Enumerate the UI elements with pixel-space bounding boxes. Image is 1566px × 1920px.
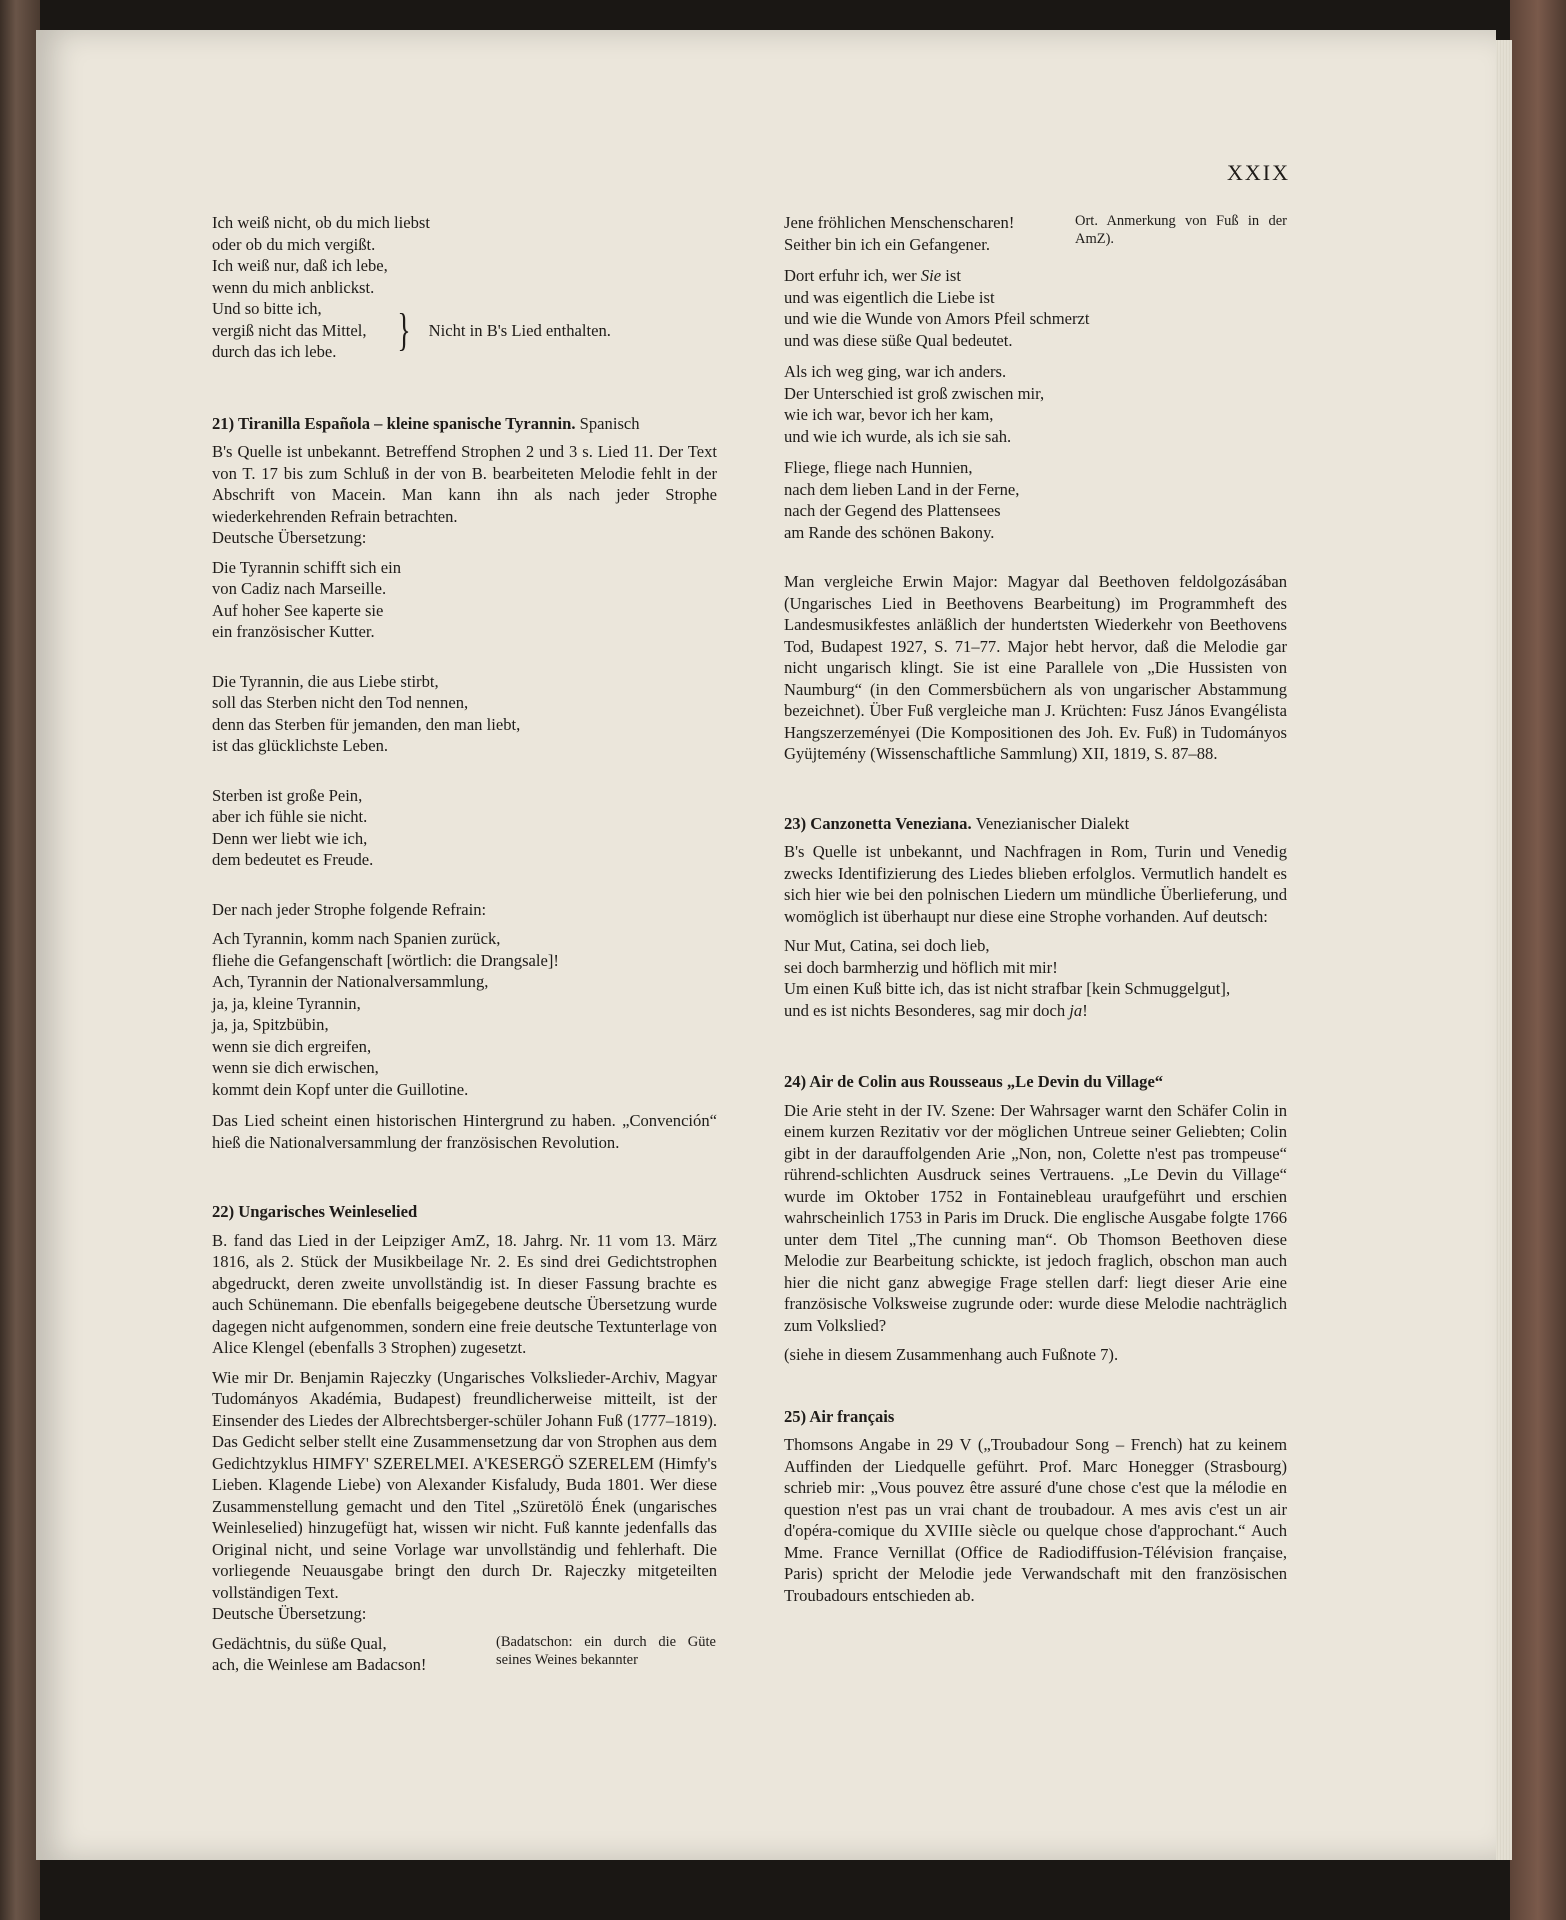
verse-line: ja, ja, kleine Tyrannin, [212, 993, 361, 1013]
verse-line: ach, die Weinlese am Badacson! [212, 1655, 427, 1674]
verse-line: Auf hoher See kaperte sie [212, 600, 384, 620]
verse-line: wenn du mich anblickst. [212, 277, 375, 297]
left-column [212, 212, 717, 1686]
verse-line: und was diese süße Qual bedeutet. [784, 330, 1013, 350]
verse-line: Gedächtnis, du süße Qual, [212, 1633, 387, 1653]
canzonetta-verse [784, 935, 1287, 1021]
poem-brace-group [212, 298, 717, 363]
verse-row-1 [784, 212, 1287, 265]
verse-line: sei doch barmherzig und höflich mit mir! [784, 957, 1058, 977]
section-heading-25: 25) Air français [784, 1406, 895, 1426]
verse-line: Der Unterschied ist groß zwischen mir, [784, 383, 1045, 403]
verse-line: ja, ja, Spitzbübin, [212, 1015, 329, 1034]
paragraph: Wie mir Dr. Benjamin Rajeczky (Ungarisches Volkslieder-Archiv, Magyar Tudományos Akadémia, Budapest) freundlicherweise mitteilt, ist der Einsender des Liedes der Albrechtsberger-schüler Johann Fuß (1777–1819). Das Gedicht selber stellt eine Zusammensetzung dar von Strophen aus dem Gedichtzyklus HIMFY' SZERELMEI. A'KESERGÖ SZERELEM (Himfy's Lieben. Klagende Liebe) von Alexander Kisfaludy, Buda 1801. Wer diese Zusammenstellung gemacht und den Titel „Szüretölö Ének (ungarisches Weinleselied) hinzugefügt hat, wissen wir nicht. Fuß kannte jedenfalls das Original nicht, und seine Vorlage war unvollständig und fehlerhaft. Die vorliegende Neuausgabe bringt den durch Dr. Rajeczky mitgeteilten vollständigen Text. [212, 1367, 717, 1602]
paragraph: B's Quelle ist unbekannt. Betreffend Strophen 2 und 3 s. Lied 11. Der Text von T. 17 bis zum Schluß in der von B. bearbeiteten Melodie fehlt in der Abschrift von Macein. Man kann ihn als nach jeder Strophe wiederkehrenden Refrain betrachten. [212, 442, 717, 526]
verse-4 [784, 457, 1287, 543]
verse-line: Und so bitte ich, [212, 299, 322, 318]
paragraph: Deutsche Übersetzung: [212, 528, 367, 547]
verse-line: Seither bin ich ein Gefangener. [784, 234, 990, 254]
weinlese-verse-row [212, 1633, 717, 1686]
section-heading-23: 23) Canzonetta Veneziana. Venezianischer Dialekt [784, 813, 1130, 833]
weinlese-verse [212, 1633, 482, 1676]
verse-line: Sterben ist große Pein, [212, 785, 363, 805]
verse-line: Ach Tyrannin, komm nach Spanien zurück, [212, 929, 501, 948]
verse-line: kommt dein Kopf unter die Guillotine. [212, 1079, 469, 1099]
translation-verse-3 [212, 785, 717, 871]
paragraph: Man vergleiche Erwin Major: Magyar dal Beethoven feldolgozásában (Ungarisches Lied in Beethovens Bearbeitung) im Programmheft des Landesmusikfestes anläßlich der hundertsten Wiederkehr von Beethovens Tod, Budapest 1927, S. 71–77. Major hebt hervor, daß die Melodie gar nicht ungarisch klingt. Sie ist eine Parallele von „Die Hussisten von Naumburg“ (in den Commersbüchern als von ungarischer Abstammung bezeichnet). Über Fuß vergleiche man J. Krüchten: Fusz János Evangélista Hangszerzeményei (Die Kompositionen des Joh. Ev. Fuß) in Tudományos Gyüjtemény (Wissenschaftliche Sammlung) XII, 1819, S. 87–88. [784, 572, 1287, 763]
verse-line: durch das ich lebe. [212, 342, 337, 361]
book-cover-edge [1510, 0, 1566, 1920]
poem-note: Nicht in B's Lied enthalten. [428, 320, 611, 340]
verse-line: soll das Sterben nicht den Tod nennen, [212, 693, 469, 712]
verse-line: ist das glücklichste Leben. [212, 736, 389, 755]
verse-line: Jene fröhlichen Menschenscharen! [784, 213, 1015, 232]
poem-intro [212, 212, 717, 363]
verse-line: und wie ich wurde, als ich sie sah. [784, 426, 1012, 446]
verse-line: wie ich war, bevor ich her kam, [784, 405, 994, 424]
paragraph: (siehe in diesem Zusammenhang auch Fußnote 7). [784, 1345, 1119, 1364]
verse-line: denn das Sterben für jemanden, den man liebt, [212, 714, 521, 734]
verse-line: ein französischer Kutter. [212, 622, 375, 641]
section-heading-22: 22) Ungarisches Weinleselied [212, 1202, 418, 1221]
verse-line: nach dem lieben Land in der Ferne, [784, 479, 1020, 499]
right-column [784, 212, 1287, 1614]
page-number: XXIX [1227, 160, 1290, 185]
verse-line: Dort erfuhr ich, wer Sie ist [784, 266, 961, 285]
verse-line: Denn wer liebt wie ich, [212, 828, 368, 848]
verse-line: von Cadiz nach Marseille. [212, 579, 387, 598]
verse-group [212, 298, 367, 363]
verse-line: dem bedeutet es Freude. [212, 850, 374, 869]
verse-line: wenn sie dich erwischen, [212, 1058, 379, 1077]
verse-2 [784, 265, 1287, 351]
paragraph: Deutsche Übersetzung: [212, 1604, 367, 1623]
book-spine [0, 0, 40, 1920]
footnote-ort: Ort. Anmerkung von Fuß in der AmZ). [1075, 213, 1287, 247]
verse-3 [784, 361, 1287, 447]
brace-glyph: } [396, 304, 411, 356]
paragraph: Thomsons Angabe in 29 V („Troubadour Song – French) hat zu keinem Auffinden der Liedquelle geführt. Prof. Marc Honegger (Strasbourg) schrieb mir: „Vous pouvez être assuré d'une chose c'est que la mélodie en question n'est pas un vrai chant de troubadour. A mes avis c'est un air d'opéra-comique du XVIIIe siècle ou quelque chose d'approchant.“ Auch Mme. France Vernillat (Office de Radiodiffusion-Télévision française, Paris) spricht der Melodie jede Verwandschaft mit den französischen Troubadours entschieden ab. [784, 1435, 1287, 1605]
translation-verse-2 [212, 671, 717, 757]
verse-line: oder ob du mich vergißt. [212, 234, 376, 254]
verse-line: und es ist nichts Besonderes, sag mir doch ja! [784, 1000, 1088, 1020]
verse-line: vergiß nicht das Mittel, [212, 320, 367, 340]
verse-line: Ich weiß nicht, ob du mich liebst [212, 213, 430, 232]
paragraph: Das Lied scheint einen historischen Hintergrund zu haben. „Convención“ hieß die Nationalversammlung der französischen Revolution. [212, 1111, 717, 1152]
section-heading-24: 24) Air de Colin aus Rousseaus „Le Devin du Village“ [784, 1072, 1164, 1091]
verse-line: Die Tyrannin, die aus Liebe stirbt, [212, 671, 439, 691]
verse-line: Ich weiß nur, daß ich lebe, [212, 256, 388, 275]
verse-line: nach der Gegend des Plattensees [784, 501, 1001, 520]
paragraph: Die Arie steht in der IV. Szene: Der Wahrsager warnt den Schäfer Colin in einem kurzen Rezitativ vor der möglichen Untreue seiner Geliebten; Colin gibt in der darauffolgenden Arie „Non, non, Colette n'est pas trompeuse“ rührend-schlichten Ausdruck seines Vertrauens. „Le Devin du Village“ wurde im Oktober 1752 in Fontainebleau uraufgeführt und erschien wahrscheinlich 1753 in Paris im Druck. Die englische Ausgabe folgte 1766 unter dem Titel „The cunning man“. Ob Thomson Beethoven diese Melodie zur Bearbeitung schickte, ist jedoch fraglich, obschon man auch hier die nicht ganz abwegige Frage stellen darf: liegt dieser Arie eine französische Volksweise zugrunde oder: wurde diese Melodie nachträglich zum Volkslied? [784, 1100, 1287, 1335]
verse-line: Um einen Kuß bitte ich, das ist nicht strafbar [kein Schmuggelgut], [784, 979, 1231, 998]
verse-line: und wie die Wunde von Amors Pfeil schmerzt [784, 309, 1090, 328]
verse-line: Die Tyrannin schifft sich ein [212, 557, 402, 577]
verse-line: Ach, Tyrannin der Nationalversammlung, [212, 972, 489, 991]
footnote-badatschon: (Badatschon: ein durch die Güte seines Weines bekannter [496, 1633, 716, 1668]
verse-line: Nur Mut, Catina, sei doch lieb, [784, 936, 990, 955]
verse-line: aber ich fühle sie nicht. [212, 807, 368, 826]
refrain-verse [212, 928, 717, 1100]
verse-line: Als ich weg ging, war ich anders. [784, 362, 1007, 381]
verse-line: und was eigentlich die Liebe ist [784, 287, 995, 307]
verse-line: am Rande des schönen Bakony. [784, 522, 995, 542]
paragraph: Der nach jeder Strophe folgende Refrain: [212, 899, 487, 919]
section-heading-21: 21) Tiranilla Española – kleine spanische Tyrannin. Spanisch [212, 413, 640, 433]
verse-line: Fliege, fliege nach Hunnien, [784, 458, 973, 477]
paragraph: B. fand das Lied in der Leipziger AmZ, 18. Jahrg. Nr. 11 vom 13. März 1816, als 2. Stück der Musikbeilage Nr. 2. Es sind drei Gedichtstrophen abgedruckt, deren zweite unvollständig ist. In dieser Fassung brachte es auch Schünemann. Die ebenfalls beigegebene deutsche Übersetzung wurde dagegen nicht aufgenommen, sondern eine freie deutsche Textunterlage von Alice Klengel (ebenfalls 3 Strophen) zugesetzt. [212, 1230, 717, 1357]
verse-1 [784, 212, 1069, 255]
verse-line: wenn sie dich ergreifen, [212, 1036, 372, 1056]
paragraph: B's Quelle ist unbekannt, und Nachfragen in Rom, Turin und Venedig zwecks Identifizierung des Liedes blieben erfolglos. Vermutlich handelt es sich hier wie bei den polnischen Liedern um mündliche Überlieferung, und womöglich ist überhaupt nur diese eine Strophe vorhanden. Auf deutsch: [784, 842, 1287, 926]
verse-line: fliehe die Gefangenschaft [wörtlich: die Drangsale]! [212, 950, 559, 970]
translation-verse-1 [212, 557, 717, 643]
